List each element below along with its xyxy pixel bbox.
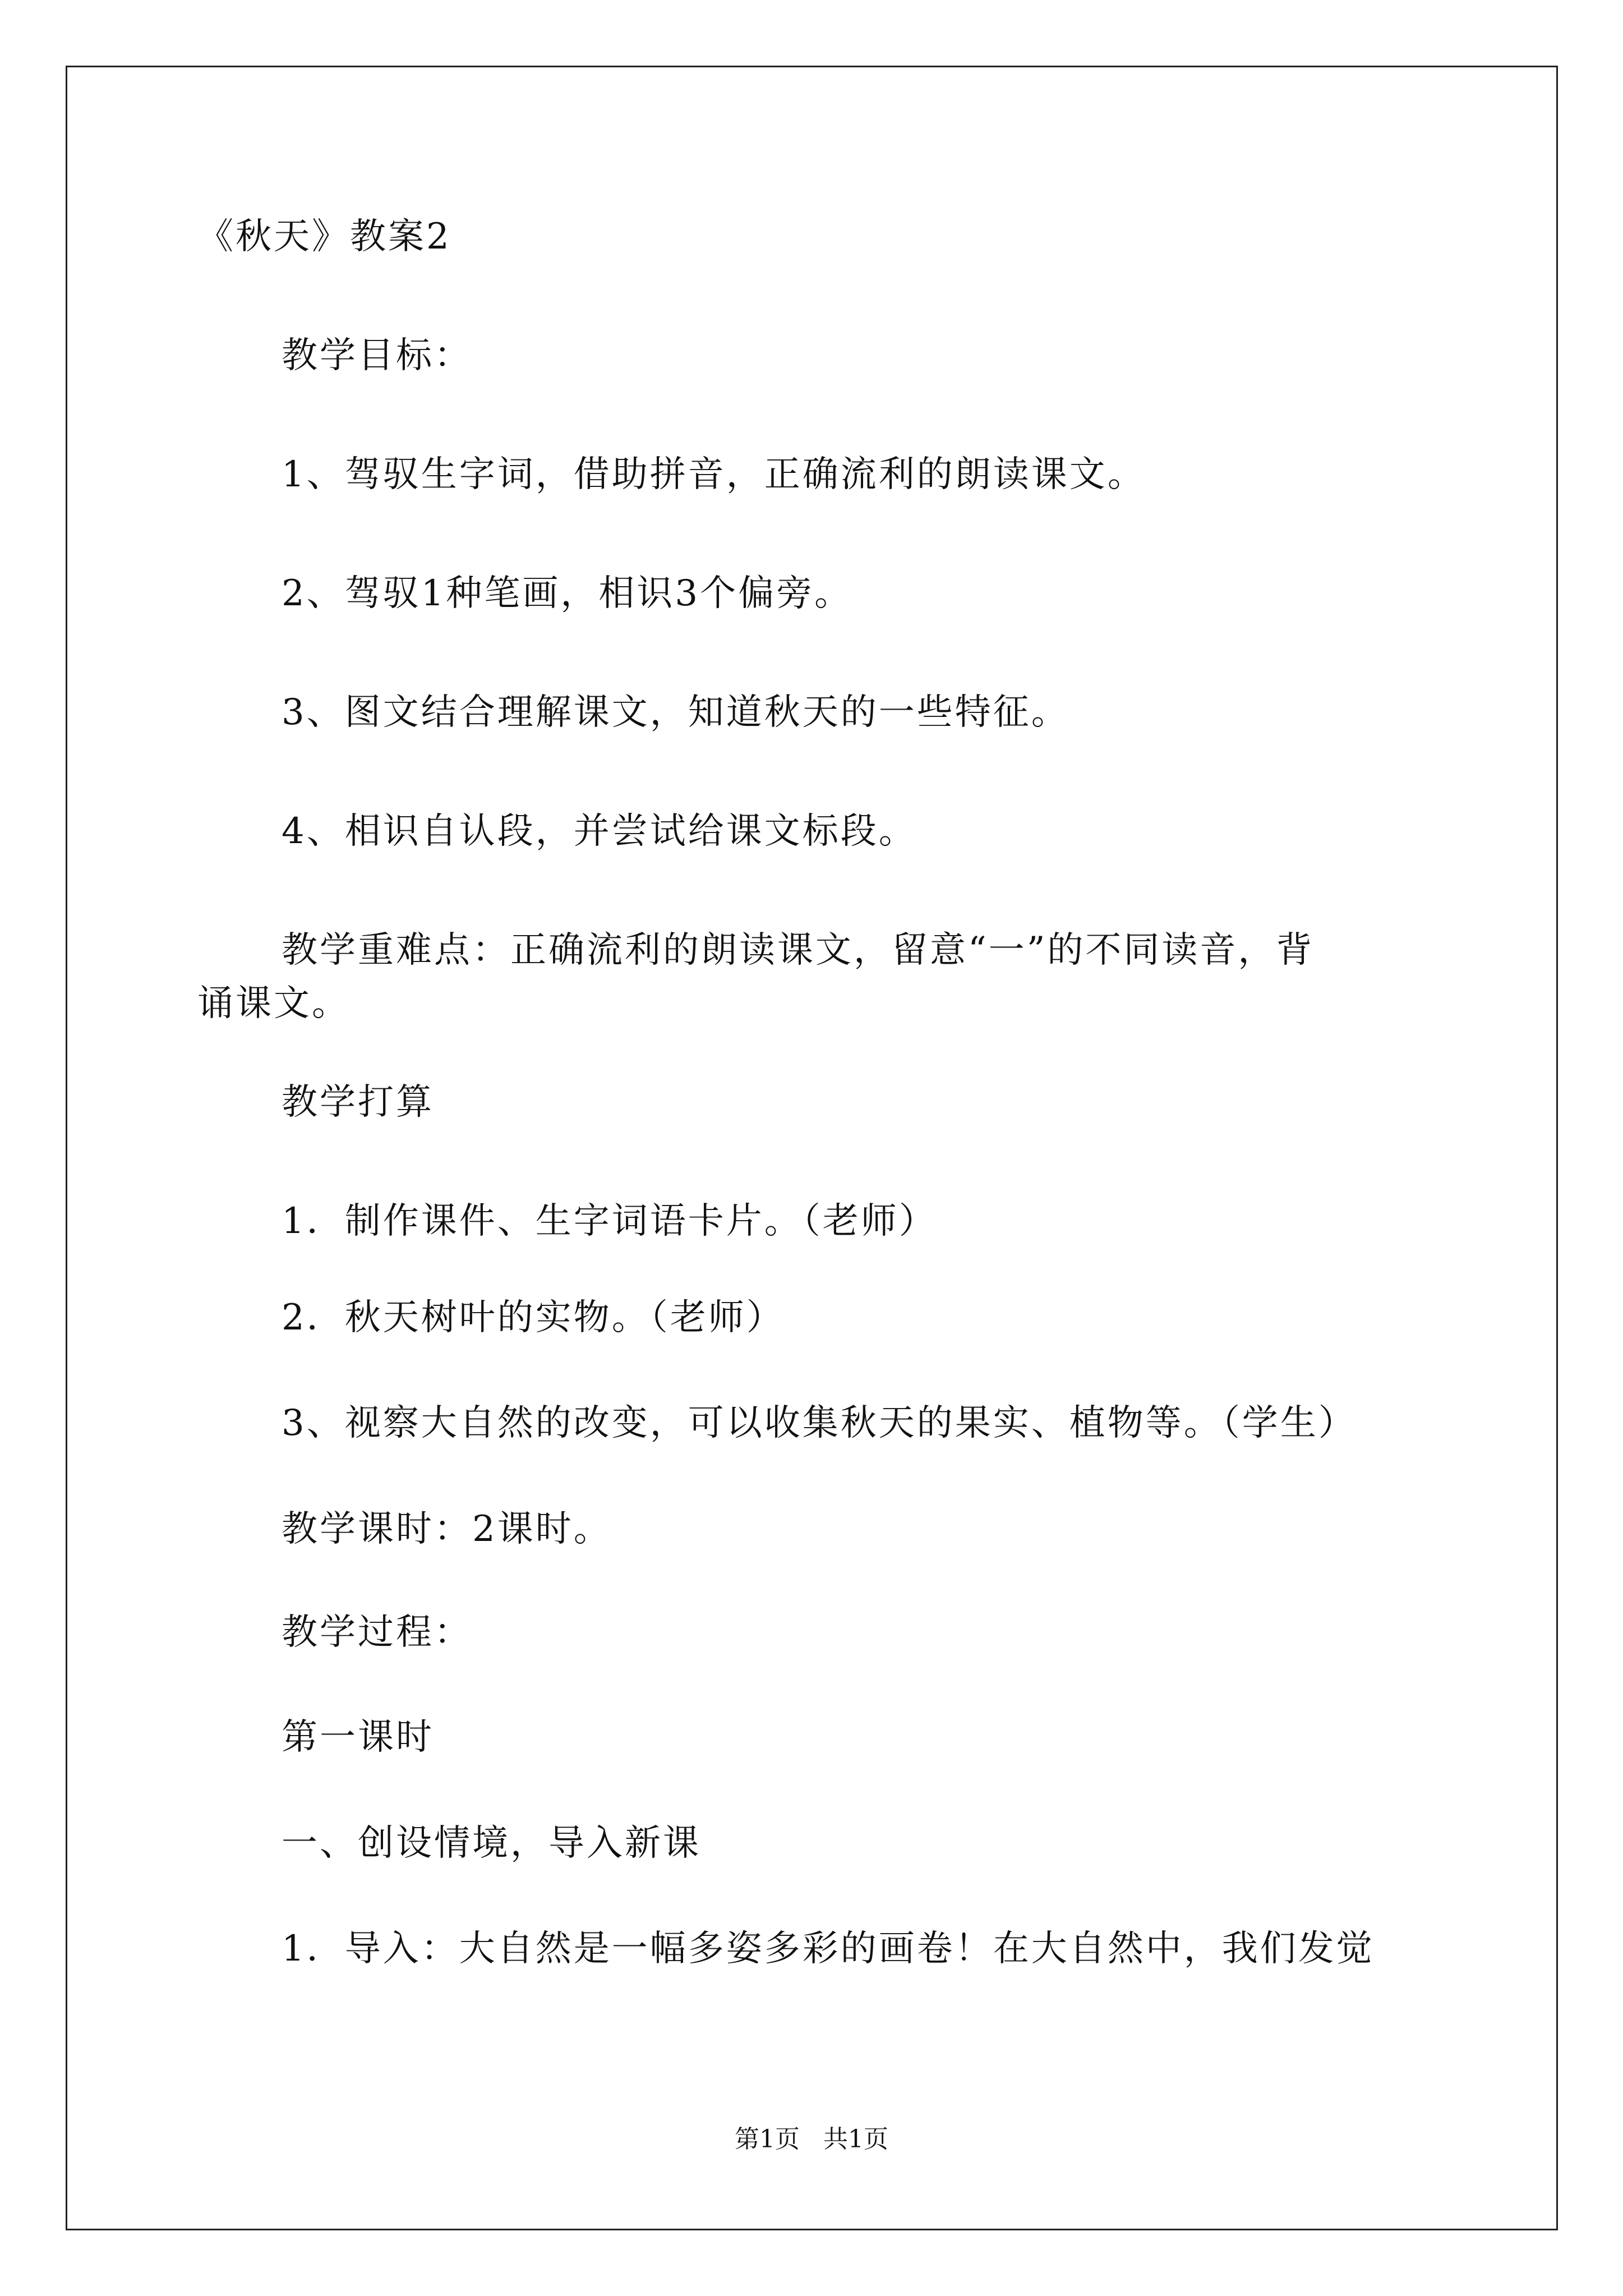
body-line: 2．秋天树叶的实物。（老师） — [282, 1297, 785, 1338]
body-line: 1、驾驭生字词，借助拼音，正确流利的朗读课文。 — [282, 454, 1146, 495]
body-line: 教学打算 — [282, 1082, 434, 1123]
body-line: 诵课文。 — [197, 983, 350, 1024]
page-border — [66, 66, 1558, 2230]
body-line: 2、驾驭1种笔画，相识3个偏旁。 — [282, 573, 853, 614]
body-line: 教学目标： — [282, 335, 472, 376]
body-line: 教学重难点：正确流利的朗读课文，留意“一”的不同读音，背 — [282, 930, 1315, 971]
body-line: 一、创设情境，导入新课 — [282, 1823, 701, 1864]
body-line: 1．导入：大自然是一幅多姿多彩的画卷！在大自然中，我们发觉 — [282, 1928, 1375, 1970]
body-line: 4、相识自认段，并尝试给课文标段。 — [282, 811, 917, 852]
body-line: 3、图文结合理解课文，知道秋天的一些特征。 — [282, 692, 1069, 733]
document-title: 《秋天》教案2 — [197, 216, 451, 257]
body-line: 教学过程： — [282, 1612, 472, 1653]
body-line: 1．制作课件、生字词语卡片。（老师） — [282, 1200, 937, 1242]
body-line: 第一课时 — [282, 1717, 434, 1758]
body-line: 教学课时：2课时。 — [282, 1508, 612, 1550]
body-line: 3、视察大自然的改变，可以收集秋天的果实、植物等。（学生） — [282, 1402, 1357, 1444]
page-footer: 第1页 共1页 — [735, 2125, 888, 2154]
